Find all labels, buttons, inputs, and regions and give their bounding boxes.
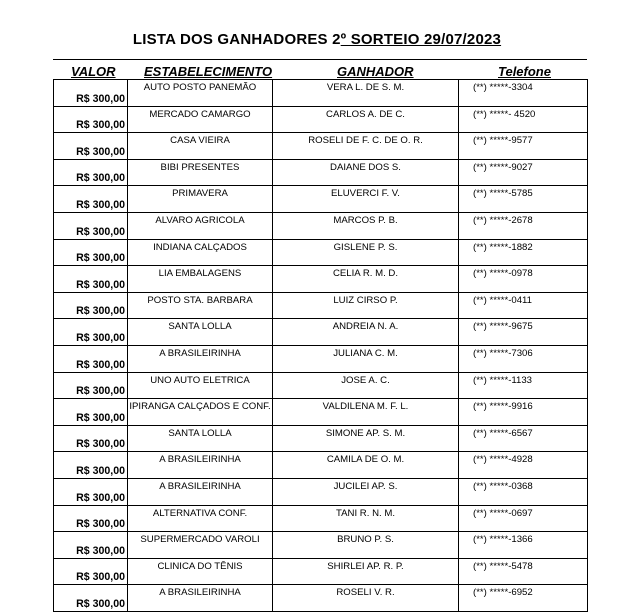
cell-valor: R$ 300,00 xyxy=(54,505,128,532)
cell-ganhador: ELUVERCI F. V. xyxy=(273,186,459,213)
cell-valor: R$ 300,00 xyxy=(54,266,128,293)
cell-estabelecimento: LIA EMBALAGENS xyxy=(128,266,273,293)
cell-valor: R$ 300,00 xyxy=(54,80,128,107)
table-row xyxy=(54,345,588,372)
table-row xyxy=(54,212,588,239)
cell-telefone: (**) *****-7306 xyxy=(459,345,588,372)
cell-telefone: (**) *****-5785 xyxy=(459,186,588,213)
cell-valor: R$ 300,00 xyxy=(54,133,128,160)
cell-ganhador: ROSELI DE F. C. DE O. R. xyxy=(273,133,459,160)
winners-table xyxy=(53,79,588,612)
cell-estabelecimento: MERCADO CAMARGO xyxy=(128,106,273,133)
cell-valor: R$ 300,00 xyxy=(54,478,128,505)
cell-estabelecimento: POSTO STA. BARBARA xyxy=(128,292,273,319)
page-title xyxy=(0,31,634,48)
cell-ganhador: MARCOS P. B. xyxy=(273,212,459,239)
cell-ganhador: TANI R. N. M. xyxy=(273,505,459,532)
cell-valor: R$ 300,00 xyxy=(54,425,128,452)
cell-estabelecimento: A BRASILEIRINHA xyxy=(128,345,273,372)
table-row xyxy=(54,372,588,399)
table-row xyxy=(54,319,588,346)
cell-estabelecimento: A BRASILEIRINHA xyxy=(128,585,273,612)
cell-estabelecimento: UNO AUTO ELETRICA xyxy=(128,372,273,399)
cell-telefone: (**) *****-1366 xyxy=(459,532,588,559)
header-ganhador: GANHADOR xyxy=(337,64,414,79)
cell-telefone: (**) *****-9916 xyxy=(459,399,588,426)
cell-valor: R$ 300,00 xyxy=(54,106,128,133)
table-row xyxy=(54,478,588,505)
cell-estabelecimento: CLINICA DO TÊNIS xyxy=(128,558,273,585)
table-row xyxy=(54,239,588,266)
cell-estabelecimento: A BRASILEIRINHA xyxy=(128,452,273,479)
cell-valor: R$ 300,00 xyxy=(54,585,128,612)
cell-estabelecimento: A BRASILEIRINHA xyxy=(128,478,273,505)
cell-valor: R$ 300,00 xyxy=(54,532,128,559)
cell-estabelecimento: SANTA LOLLA xyxy=(128,425,273,452)
cell-estabelecimento: ALVARO AGRICOLA xyxy=(128,212,273,239)
cell-ganhador: DAIANE DOS S. xyxy=(273,159,459,186)
cell-valor: R$ 300,00 xyxy=(54,399,128,426)
cell-ganhador: CELIA R. M. D. xyxy=(273,266,459,293)
cell-valor: R$ 300,00 xyxy=(54,372,128,399)
cell-estabelecimento: AUTO POSTO PANEMÃO xyxy=(128,80,273,107)
cell-telefone: (**) *****-1133 xyxy=(459,372,588,399)
table-row xyxy=(54,399,588,426)
cell-ganhador: ANDREIA N. A. xyxy=(273,319,459,346)
cell-ganhador: VALDILENA M. F. L. xyxy=(273,399,459,426)
cell-estabelecimento: SANTA LOLLA xyxy=(128,319,273,346)
table-row xyxy=(54,106,588,133)
table-row xyxy=(54,425,588,452)
cell-telefone: (**) *****-0978 xyxy=(459,266,588,293)
table-row xyxy=(54,80,588,107)
winners-table-body xyxy=(54,80,588,612)
cell-estabelecimento: BIBI PRESENTES xyxy=(128,159,273,186)
cell-telefone: (**) *****- 4520 xyxy=(459,106,588,133)
cell-valor: R$ 300,00 xyxy=(54,345,128,372)
cell-telefone: (**) *****-9577 xyxy=(459,133,588,160)
cell-ganhador: JULIANA C. M. xyxy=(273,345,459,372)
cell-valor: R$ 300,00 xyxy=(54,292,128,319)
table-row xyxy=(54,292,588,319)
cell-telefone: (**) *****-9027 xyxy=(459,159,588,186)
cell-ganhador: JUCILEI AP. S. xyxy=(273,478,459,505)
cell-ganhador: CARLOS A. DE C. xyxy=(273,106,459,133)
cell-valor: R$ 300,00 xyxy=(54,212,128,239)
cell-telefone: (**) *****-2678 xyxy=(459,212,588,239)
cell-estabelecimento: IPIRANGA CALÇADOS E CONF. xyxy=(128,399,273,426)
cell-estabelecimento: CASA VIEIRA xyxy=(128,133,273,160)
cell-telefone: (**) *****-9675 xyxy=(459,319,588,346)
cell-valor: R$ 300,00 xyxy=(54,452,128,479)
table-row xyxy=(54,505,588,532)
cell-ganhador: JOSE A. C. xyxy=(273,372,459,399)
table-row xyxy=(54,585,588,612)
title-underlined: º SORTEIO 29/07/2023 xyxy=(340,31,502,48)
cell-ganhador: GISLENE P. S. xyxy=(273,239,459,266)
table-row xyxy=(54,532,588,559)
cell-valor: R$ 300,00 xyxy=(54,319,128,346)
table-row xyxy=(54,266,588,293)
header-estabelecimento: ESTABELECIMENTO xyxy=(144,64,273,79)
cell-ganhador: BRUNO P. S. xyxy=(273,532,459,559)
table-row xyxy=(54,133,588,160)
cell-estabelecimento: SUPERMERCADO VAROLI xyxy=(128,532,273,559)
cell-estabelecimento: ALTERNATIVA CONF. xyxy=(128,505,273,532)
cell-telefone: (**) *****-0411 xyxy=(459,292,588,319)
cell-ganhador: ROSELI V. R. xyxy=(273,585,459,612)
cell-ganhador: SHIRLEI AP. R. P. xyxy=(273,558,459,585)
cell-ganhador: VERA L. DE S. M. xyxy=(273,80,459,107)
cell-valor: R$ 300,00 xyxy=(54,159,128,186)
header-telefone: Telefone xyxy=(498,64,551,79)
table-row xyxy=(54,159,588,186)
cell-valor: R$ 300,00 xyxy=(54,186,128,213)
header-top-rule xyxy=(53,59,587,60)
table-row xyxy=(54,558,588,585)
table-row xyxy=(54,186,588,213)
cell-ganhador: SIMONE AP. S. M. xyxy=(273,425,459,452)
cell-valor: R$ 300,00 xyxy=(54,239,128,266)
cell-estabelecimento: PRIMAVERA xyxy=(128,186,273,213)
title-prefix: LISTA DOS GANHADORES 2 xyxy=(132,31,341,48)
cell-telefone: (**) *****-1882 xyxy=(459,239,588,266)
cell-telefone: (**) *****-6952 xyxy=(459,585,588,612)
cell-telefone: (**) *****-6567 xyxy=(459,425,588,452)
header-valor: VALOR xyxy=(71,64,116,79)
cell-telefone: (**) *****-0368 xyxy=(459,478,588,505)
cell-telefone: (**) *****-0697 xyxy=(459,505,588,532)
cell-ganhador: LUIZ CIRSO P. xyxy=(273,292,459,319)
cell-telefone: (**) *****-5478 xyxy=(459,558,588,585)
cell-telefone: (**) *****-3304 xyxy=(459,80,588,107)
cell-ganhador: CAMILA DE O. M. xyxy=(273,452,459,479)
cell-telefone: (**) *****-4928 xyxy=(459,452,588,479)
cell-valor: R$ 300,00 xyxy=(54,558,128,585)
table-row xyxy=(54,452,588,479)
cell-estabelecimento: INDIANA CALÇADOS xyxy=(128,239,273,266)
